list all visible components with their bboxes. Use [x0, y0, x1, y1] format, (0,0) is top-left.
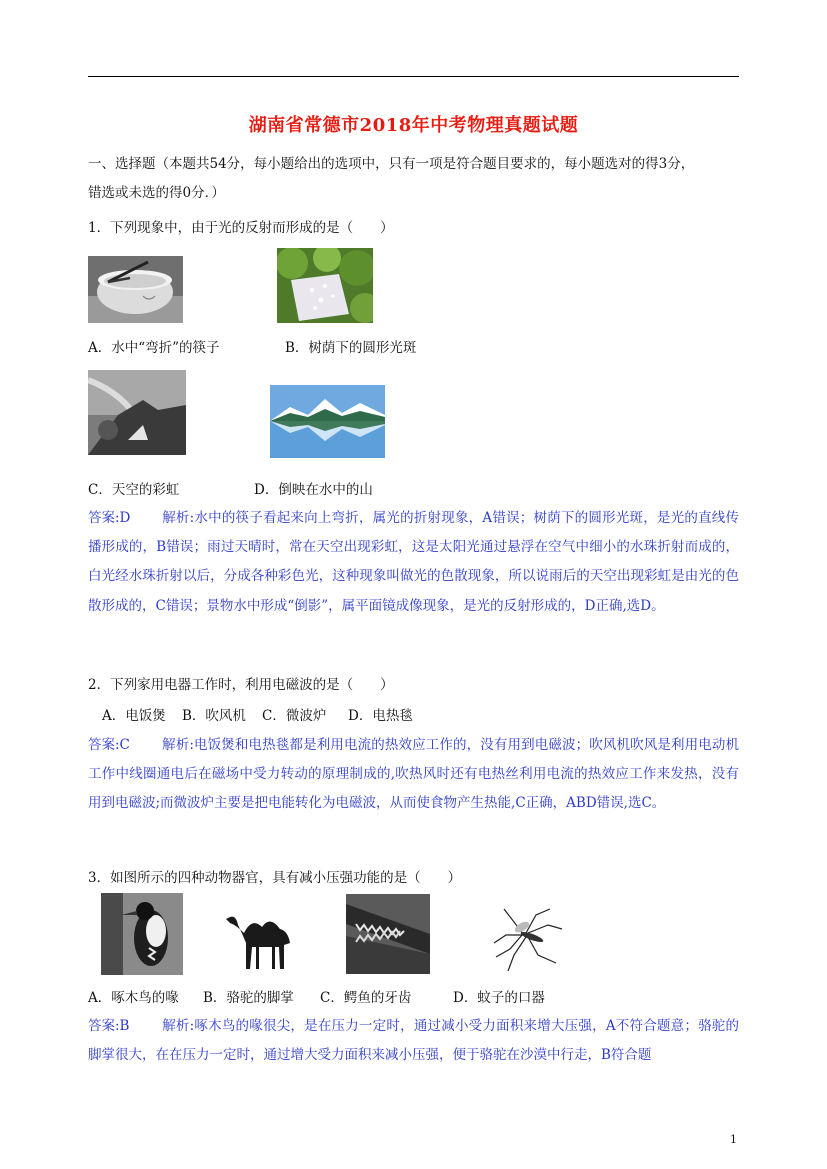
- q1-answer-tag: 答案:D: [88, 510, 131, 526]
- q1-stem: 1．下列现象中，由于光的反射而形成的是（ ）: [88, 220, 394, 236]
- q3-answer-tag: 答案:B: [88, 1018, 130, 1034]
- q2-answer-block: [88, 731, 739, 819]
- q3-option-d: D．蚊子的口器: [453, 990, 545, 1006]
- q3-option-b: B．骆驼的脚掌: [203, 990, 294, 1006]
- q3-option-c: C．鳄鱼的牙齿: [320, 990, 412, 1006]
- q3-image-b-camel: [222, 903, 304, 975]
- section-intro-line1: 一、选择题（本题共54分，每小题给出的选项中，只有一项是符合题目要求的，每小题选对的得3分，: [88, 156, 695, 172]
- q3-options: [88, 986, 545, 1006]
- q2-options: [102, 704, 413, 724]
- section-intro-line2: 错选或未选的得0分．）: [88, 185, 225, 201]
- page-number: 1: [730, 1133, 737, 1146]
- q3-answer-block: [88, 1012, 739, 1070]
- q1-option-d: D．倒映在水中的山: [254, 482, 373, 498]
- q3-image-d-mosquito: [486, 905, 566, 977]
- q3-stem: 3．如图所示的四种动物器官，具有减小压强功能的是（ ）: [88, 870, 462, 886]
- q3-option-a: A．啄木鸟的喙: [88, 990, 179, 1006]
- page-title: 湖南省常德市2018年中考物理真题试题: [248, 115, 579, 136]
- q1-option-a: A．水中“弯折”的筷子: [88, 340, 220, 356]
- q1-option-b: B．树荫下的圆形光斑: [285, 340, 417, 356]
- header-rule: [88, 76, 739, 77]
- q1-image-a-chopsticks: [88, 256, 183, 323]
- q1-options-ab: [88, 336, 416, 356]
- q1-option-c: C．天空的彩虹: [88, 482, 180, 498]
- q2-answer-tag: 答案:C: [88, 737, 130, 753]
- q1-image-c-rainbow: [88, 370, 186, 455]
- q2-stem: 2．下列家用电器工作时，利用电磁波的是（ ）: [88, 677, 394, 693]
- q2-option-d: D．电热毯: [348, 708, 413, 724]
- q2-analysis: 解析:电饭煲和电热毯都是利用电流的热效应工作的，没有用到电磁波；吹风机吹风是利用电动机工作中线圈通电后在磁场中受力转动的原理制成的,吹热风时还有电热丝利用电流的热效应工作来发热，没有用到电磁波;而微波炉主要是把电能转化为电磁波，从而使食物产生热能,C正确，ABD错误,选C。: [88, 737, 739, 812]
- q1-answer-block: [88, 504, 739, 621]
- q1-analysis: 解析:水中的筷子看起来向上弯折，属光的折射现象，A错误；树荫下的圆形光斑，是光的直线传播形成的，B错误；雨过天晴时，常在天空出现彩虹，这是太阳光通过悬浮在空气中细小的水珠折射而成的，白光经水珠折射以后，分成各种彩色光，这种现象叫做光的色散现象，所以说雨后的天空出现彩虹是由光的色散形成的，C错误；景物水中形成“倒影”，属平面镜成像现象，是光的反射形成的，D正确,选D。: [88, 510, 739, 614]
- q2-option-c: C．微波炉: [262, 708, 327, 724]
- q1-image-b-light-spots: [277, 248, 373, 323]
- q1-options-cd: [88, 478, 373, 498]
- q2-option-b: B．吹风机: [182, 708, 246, 724]
- q1-image-d-mountain-reflection: [270, 385, 385, 458]
- q3-image-a-woodpecker: [101, 893, 183, 975]
- q3-analysis: 解析:啄木鸟的喙很尖，是在压力一定时，通过减小受力面积来增大压强，A不符合题意；骆驼的脚掌很大，在在压力一定时，通过增大受力面积来减小压强，便于骆驼在沙漠中行走，B符合题: [88, 1018, 739, 1064]
- q3-image-c-crocodile: [346, 894, 430, 974]
- q2-option-a: A．电饭煲: [102, 708, 166, 724]
